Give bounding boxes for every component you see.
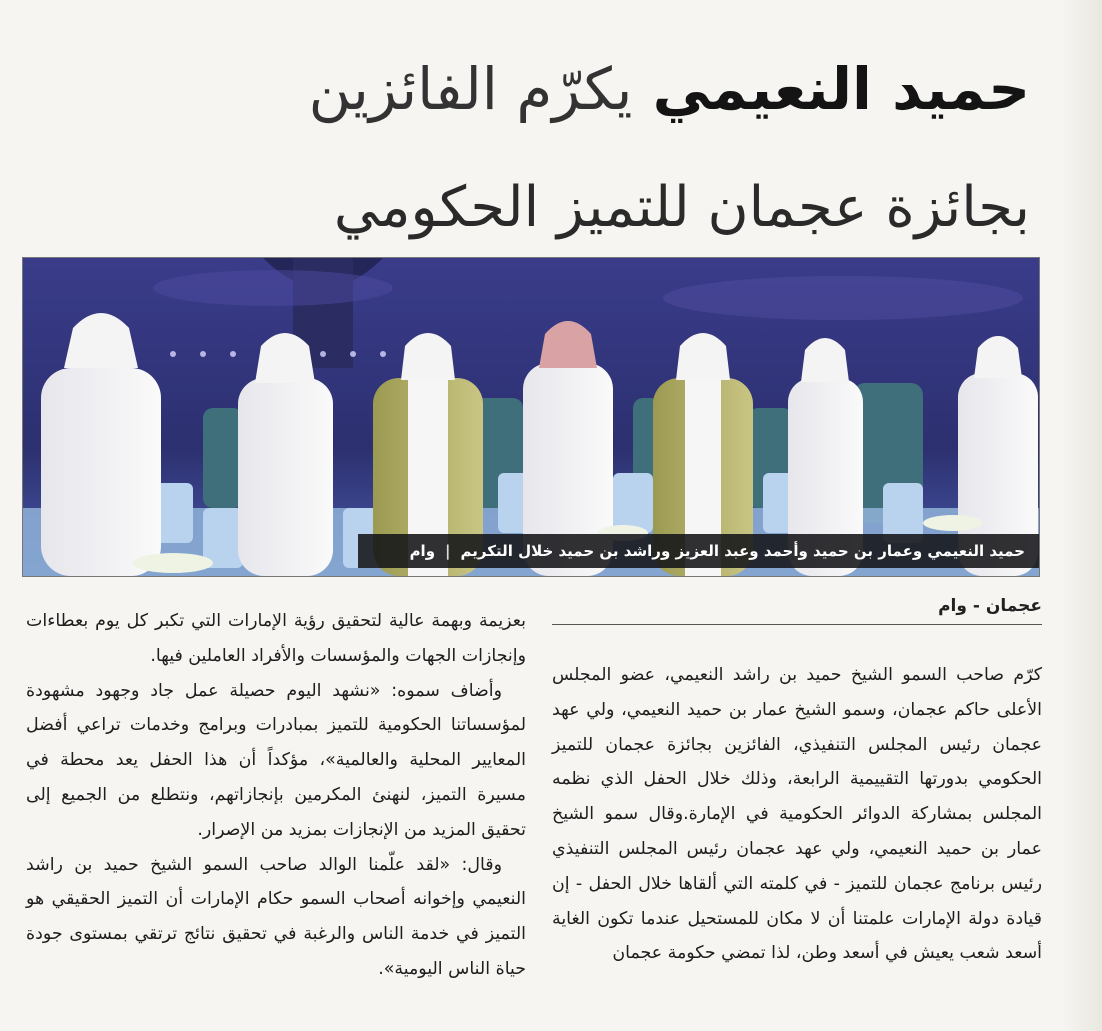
ceremony-photo-illustration (23, 258, 1039, 576)
dateline: عجمان - وام (552, 596, 1042, 625)
headline-line-1 (210, 44, 1030, 134)
page-edge-shadow (1062, 0, 1102, 1031)
caption-text: حميد النعيمي وعمار بن حميد وأحمد وعبد العزيز وراشد بن حميد خلال التكريم (460, 542, 1025, 560)
caption-separator: | (445, 542, 451, 560)
paragraph: وأضاف سموه: «نشهد اليوم حصيلة عمل جاد وجهود مشهودة لمؤسساتنا الحكومية للتميز بمبادرات وبرامج وخدمات تراعي أفضل المعايير المحلية والعالمية»، مؤكداً أن هذا الحفل يعد محطة في مسيرة التميز، لنهنئ المكرمين بإنجازاتهم، ونتطلع من الجميع إلى تحقيق المزيد من الإنجازات بمزيد من الإصرار. (26, 680, 526, 840)
headline-rest: يكرّم الفائزين (308, 55, 633, 123)
paragraph: كرّم صاحب السمو الشيخ حميد بن راشد النعيمي، عضو المجلس الأعلى حاكم عجمان، وسمو الشيخ عمار بن حميد النعيمي، ولي عهد عجمان رئيس المجلس التنفيذي، الفائزين بجائزة عجمان للتميز الحكومي بدورتها التقييمية الرابعة، وذلك خلال الحفل الذي نظمه المجلس بمشاركة الدوائر الحكومية في الإمارة.وقال سمو الشيخ عمار بن حميد النعيمي، ولي عهد عجمان رئيس المجلس التنفيذي رئيس برنامج عجمان للتميز - في كلمته التي ألقاها خلال الحفل - إن قيادة دولة الإمارات علمتنا أن لا مكان للمستحيل عندما تكون الغاية أسعد شعب يعيش في أسعد وطن، لذا تمضي حكومة عجمان (552, 665, 1042, 964)
article-column-left (26, 604, 526, 987)
headline-line-2: بجائزة عجمان للتميز الحكومي (333, 175, 1030, 240)
caption-credit: وام (409, 542, 436, 560)
headline-strong: حميد النعيمي (652, 55, 1030, 123)
paragraph: بعزيمة وبهمة عالية لتحقيق رؤية الإمارات التي تكبر كل يوم بعطاءات وإنجازات الجهات والمؤسسات والأفراد العاملين فيها. (26, 611, 526, 666)
article-column-right (552, 658, 1042, 971)
ceremony-photo (22, 257, 1040, 577)
photo-caption (358, 534, 1039, 568)
paragraph: وقال: «لقد علّمنا الوالد صاحب السمو الشيخ حميد بن راشد النعيمي وإخوانه أصحاب السمو حكام الإمارات أن التميز الحقيقي هو التميز في خدمة الناس والرغبة في تحقيق نتائج ترتقي بمستوى جودة حياة الناس اليومية». (26, 854, 526, 979)
